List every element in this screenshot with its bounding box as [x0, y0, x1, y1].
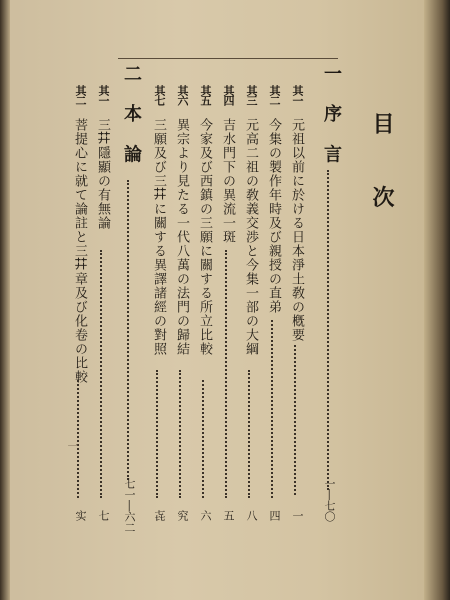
entry-title: 三願及び三𦬇に關する異譯諸經の對照	[151, 118, 166, 356]
entry-number: 其五	[199, 85, 212, 105]
entry-number: 其二	[74, 85, 87, 105]
entry-number: 其一	[291, 85, 304, 105]
section-page-main: 七一―六二	[123, 478, 136, 533]
leader-dots	[327, 170, 329, 490]
entry-title: 今家及び西鎮の三願に關する所立比較	[197, 118, 212, 356]
entry-title: 三𦬇隱顯の有無論	[95, 118, 110, 230]
leader-dots	[127, 180, 129, 480]
entry-page: 四	[268, 510, 281, 521]
entry-title: 吉水門下の異流一斑	[220, 118, 235, 244]
section-heading-main: 二 本 論	[121, 64, 142, 171]
entry-title: 菩提心に就て論註と三𦬇章及び化卷の比較	[72, 118, 87, 384]
entry-title: 今集の製作年時及び親授の直弟	[266, 118, 281, 314]
entry-number: 其一	[97, 85, 110, 105]
section-page-intro: 一―七〇	[323, 478, 336, 522]
leader-dots	[179, 370, 181, 498]
leader-dots	[225, 250, 227, 498]
page-edge-shadow	[424, 0, 450, 600]
entry-page: 㐂	[153, 510, 166, 521]
entry-title: 元祖以前に於ける日本淨土敎の槪要	[289, 118, 304, 342]
leader-dots	[77, 380, 79, 498]
leader-dots	[248, 370, 250, 498]
entry-number: 其二	[268, 85, 281, 105]
page-title: 目 次	[369, 112, 395, 230]
entry-number: 其四	[222, 85, 235, 105]
page-folio: 一	[66, 440, 79, 451]
entry-number: 其三	[245, 85, 258, 105]
entry-page: 五	[222, 510, 235, 521]
entry-number: 其六	[176, 85, 189, 105]
leader-dots	[100, 250, 102, 498]
entry-page: 究	[176, 510, 189, 521]
section-heading-intro: 一 序 言	[321, 64, 342, 171]
entry-page: 实	[74, 510, 87, 521]
entry-title: 異宗より見たる一代八萬の法門の歸結	[174, 118, 189, 356]
leader-dots	[294, 345, 296, 495]
entry-page: 六	[199, 510, 212, 521]
entry-page: 一	[291, 510, 304, 521]
page-gutter-shadow	[0, 0, 10, 600]
entry-page: 八	[245, 510, 258, 521]
leader-dots	[271, 320, 273, 498]
entry-title: 元高二祖の敎義交渉と今集一部の大綱	[243, 118, 258, 356]
top-rule	[118, 58, 338, 59]
leader-dots	[202, 380, 204, 498]
entry-page: 七	[97, 510, 110, 521]
entry-number: 其七	[153, 85, 166, 105]
leader-dots	[156, 370, 158, 498]
